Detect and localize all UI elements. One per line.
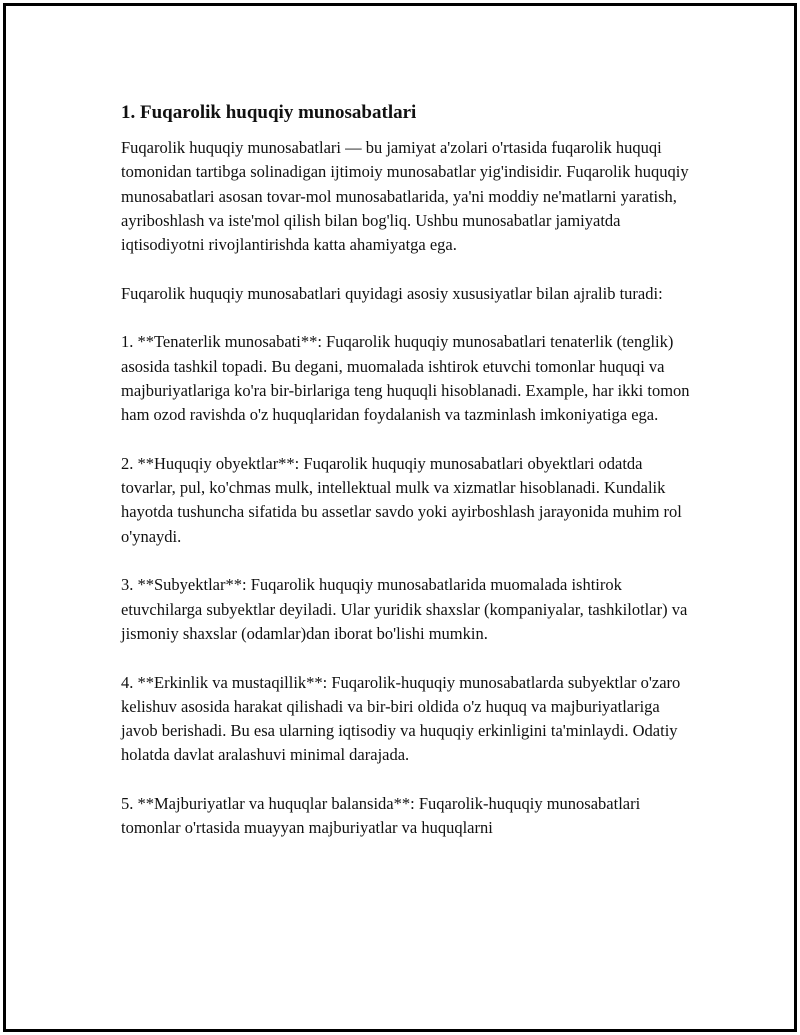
document-body [121,100,691,865]
paragraph-features-lead: Fuqarolik huquqiy munosabatlari quyidagi asosiy xususiyatlar bilan ajralib turadi: [121,283,663,303]
paragraph-item-1: 1. **Tenaterlik munosabati**: Fuqarolik huquqiy munosabatlari tenaterlik (tenglik) asosida tashkil topadi. Bu degani, muomalada ishtirok etuvchi tomonlar huquqi va majburiyatlariga ko'ra bir-birlariga teng huquqli hisoblanadi. Example, har ikki tomon ham ozod ravishda o'z huquqlaridan foydalanish va tazminlash imkoniyatiga ega. [121,332,690,425]
paragraph-item-4: 4. **Erkinlik va mustaqillik**: Fuqarolik-huquqiy munosabatlarda subyektlar o'zaro kelishuv asosida harakat qilishadi va bir-biri oldida o'z huquq va majburiyatlariga javob berishadi. Bu esa ularning iqtisodiy va huquqiy erkinligini ta'minlaydi. Odatiy holatda davlat aralashuvi minimal darajada. [121,672,681,765]
section-heading: 1. Fuqarolik huquqiy munosabatlari [121,102,417,123]
paragraph-item-2: 2. **Huquqiy obyektlar**: Fuqarolik huquqiy munosabatlari obyektlari odatda tovarlar, pul, ko'chmas mulk, intellektual mulk va xizmatlar hisoblanadi. Kundalik hayotda tushuncha sifatida bu assetlar savdo yoki ayirboshlash jarayonida muhim rol o'ynaydi. [121,453,682,546]
paragraph-item-3: 3. **Subyektlar**: Fuqarolik huquqiy munosabatlarida muomalada ishtirok etuvchilarga subyektlar deyiladi. Ular yuridik shaxslar (kompaniyalar, tashkilotlar) va jismoniy shaxslar (odamlar)dan iborat bo'lishi mumkin. [121,575,688,643]
paragraph-intro: Fuqarolik huquqiy munosabatlari — bu jamiyat a'zolari o'rtasida fuqarolik huquqi tomonidan tartibga solinadigan ijtimoiy munosabatlar yig'indisidir. Fuqarolik huquqiy munosabatlari asosan tovar-mol munosabatlarida, ya'ni moddiy ne'matlarni yaratish, ayriboshlash va iste'mol qilish bilan bog'liq. Ushbu munosabatlar jamiyatda iqtisodiyotni rivojlantirishda katta ahamiyatga ega. [121,138,689,255]
page-frame [3,3,797,1032]
paragraph-item-5: 5. **Majburiyatlar va huquqlar balansida**: Fuqarolik-huquqiy munosabatlari tomonlar o'rtasida muayyan majburiyatlar va huquqlarni [121,794,641,838]
